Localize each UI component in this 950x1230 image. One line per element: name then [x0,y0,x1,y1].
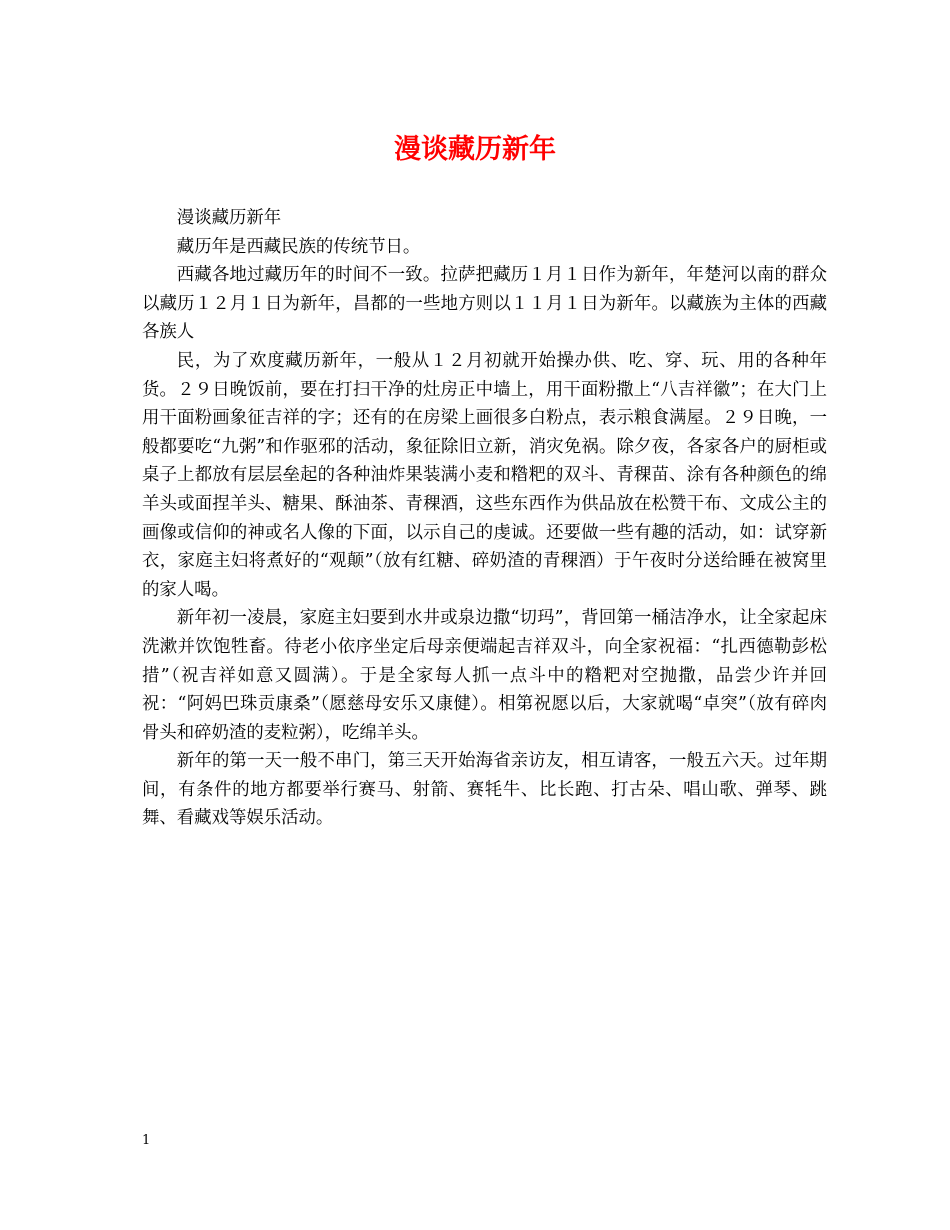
paragraph-preparations: 民，为了欢度藏历新年，一般从１２月初就开始操办供、吃、穿、玩、用的各种年货。２９日晚饭前，要在打扫干净的灶房正中墙上，用干面粉撒上“八吉祥徽”；在大门上用干面粉画象征吉祥的字；还有的在房梁上画很多白粉点，表示粮食满屋。２９日晚，一般都要吃“九粥”和作驱邪的活动，象征除旧立新，消灾免祸。除夕夜，各家各户的厨柜或桌子上都放有层层垒起的各种油炸果装满小麦和糌粑的双斗、青稞苗、涂有各种颜色的绵羊头或面捏羊头、糖果、酥油茶、青稞酒，这些东西作为供品放在松赞干布、文成公主的画像或信仰的神或名人像的下面，以示自己的虔诚。还要做一些有趣的活动，如：试穿新衣，家庭主妇将煮好的“观颠”（放有红糖、碎奶渣的青稞酒）于午夜时分送给睡在被窝里的家人喝。 [142,350,827,600]
paragraph-new-year-morning: 新年初一凌晨，家庭主妇要到水井或泉边撒“切玛”，背回第一桶洁净水，让全家起床洗漱并饮饱牲畜。待老小依序坐定后母亲便端起吉祥双斗，向全家祝福：“扎西德勒彭松措”（祝吉祥如意又圆满）。于是全家每人抓一点斗中的糌粑对空抛撒，品尝少许并回祝：“阿妈巴珠贡康桑”（愿慈母安乐又康健）。相第祝愿以后，大家就喝“卓突”（放有碎肉骨头和碎奶渣的麦粒粥），吃绵羊头。 [142,608,827,743]
document-body [142,204,827,833]
paragraph-dates: 西藏各地过藏历年的时间不一致。拉萨把藏历１月１日作为新年，年楚河以南的群众以藏历１２月１日为新年，昌都的一些地方则以１１月１日为新年。以藏族为主体的西藏各族人 [142,265,827,343]
paragraph-festivities: 新年的第一天一般不串门，第三天开始海省亲访友，相互请客，一般五六天。过年期间，有条件的地方都要举行赛马、射箭、赛牦牛、比长跑、打古朵、唱山歌、弹琴、跳舞、看藏戏等娱乐活动。 [142,751,827,829]
paragraph-intro: 藏历年是西藏民族的传统节日。 [176,236,421,257]
document-title: 漫谈藏历新年 [394,134,556,165]
page-number: 1 [142,1133,151,1148]
paragraph-subtitle: 漫谈藏历新年 [176,208,282,228]
